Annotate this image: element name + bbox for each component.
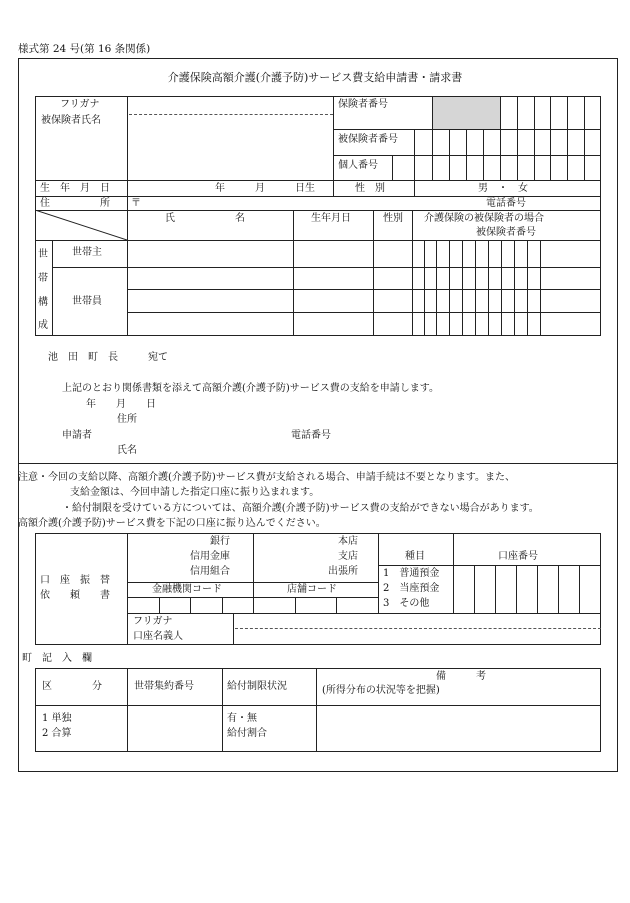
holder-name-label: 口座名義人 bbox=[133, 631, 183, 642]
sex-options: 男 ・ 女 bbox=[478, 183, 528, 194]
holder-furigana-label: フリガナ bbox=[133, 616, 173, 627]
note-2: ・給付制限を受けている方については、高額介護(介護予防)サービス費の支給ができない場合があります。 bbox=[62, 503, 539, 514]
insured-name-label: 被保険者氏名 bbox=[41, 115, 101, 126]
household-side-char: 帯 bbox=[38, 273, 48, 284]
application-date: 年 月 日 bbox=[86, 399, 156, 410]
applicant-address-label: 住所 bbox=[117, 414, 137, 425]
household-col-insured-2: 被保険者番号 bbox=[476, 227, 536, 238]
institution-code-label: 金融機関コード bbox=[152, 584, 222, 595]
household-side-char: 世 bbox=[38, 249, 48, 260]
town-col-remarks: 備 考 bbox=[436, 671, 486, 682]
household-col-name: 氏 名 bbox=[165, 213, 245, 224]
application-statement: 上記のとおり関係書類を添えて高額介護(介護予防)サービス費の支給を申請します。 bbox=[62, 383, 440, 394]
household-side-char: 成 bbox=[38, 320, 48, 331]
birthdate-format: 年 月 日生 bbox=[215, 183, 315, 194]
bank-type: 信用組合 bbox=[190, 566, 230, 577]
town-remarks-note: (所得分布の状況等を把握) bbox=[322, 685, 440, 696]
town-col-category: 区 分 bbox=[42, 681, 102, 692]
address-label: 住 所 bbox=[40, 198, 110, 209]
household-member-label: 世帯員 bbox=[72, 296, 102, 307]
applicant-name-label: 氏名 bbox=[117, 445, 137, 456]
furigana-label: フリガナ bbox=[60, 99, 100, 110]
town-section-title: 町 記 入 欄 bbox=[22, 653, 92, 664]
diagonal-line bbox=[35, 210, 127, 240]
form-title: 介護保険高額介護(介護予防)サービス費支給申請書・請求書 bbox=[167, 71, 463, 84]
account-type-option: 2 当座預金 bbox=[383, 583, 440, 594]
form-number: 様式第 24 号(第 16 条関係) bbox=[18, 43, 151, 55]
sex-label: 性 別 bbox=[355, 183, 385, 194]
personal-number-label: 個人番号 bbox=[338, 160, 378, 171]
account-type-label: 種目 bbox=[405, 551, 425, 562]
bank-request-label-2: 依 頼 書 bbox=[40, 590, 110, 601]
insured-number-label: 被保険者番号 bbox=[338, 134, 398, 145]
account-type-option: 3 その他 bbox=[383, 598, 430, 609]
addressee: 池 田 町 長 宛て bbox=[48, 352, 168, 363]
town-col-household-number: 世帯集約番号 bbox=[134, 681, 194, 692]
phone-label: 電話番号 bbox=[486, 198, 526, 209]
applicant-label: 申請者 bbox=[62, 430, 92, 441]
town-restriction-ratio: 給付割合 bbox=[227, 728, 267, 739]
household-col-sex: 性別 bbox=[383, 213, 403, 224]
note-1: 注意・今回の支給以降、高額介護(介護予防)サービス費が支給される場合、申請手続は不要となります。また、 bbox=[18, 472, 516, 483]
household-side-char: 構 bbox=[38, 297, 48, 308]
household-head-label: 世帯主 bbox=[72, 247, 102, 258]
bank-request-label-1: 口 座 振 替 bbox=[40, 575, 110, 586]
town-restriction-option: 有・無 bbox=[227, 713, 257, 724]
bank-type: 信用金庫 bbox=[190, 551, 230, 562]
account-number-label: 口座番号 bbox=[498, 551, 538, 562]
branch-type: 本店 bbox=[338, 536, 358, 547]
applicant-phone-label: 電話番号 bbox=[291, 430, 331, 441]
branch-type: 支店 bbox=[338, 551, 358, 562]
postal-mark: 〒 bbox=[131, 198, 141, 209]
household-col-birthdate: 生年月日 bbox=[311, 213, 351, 224]
household-col-insured-1: 介護保険の被保険者の場合 bbox=[424, 213, 544, 224]
birthdate-label: 生 年 月 日 bbox=[40, 183, 110, 194]
insurer-number-label: 保険者番号 bbox=[338, 99, 388, 110]
branch-code-label: 店舗コード bbox=[287, 584, 337, 595]
town-section-table bbox=[35, 668, 601, 752]
town-category-option: 1 単独 bbox=[42, 713, 72, 724]
branch-type: 出張所 bbox=[328, 566, 358, 577]
bank-type: 銀行 bbox=[210, 536, 230, 547]
insurer-number-shaded bbox=[433, 97, 500, 129]
town-category-option: 2 合算 bbox=[42, 728, 72, 739]
town-col-restriction: 給付制限状況 bbox=[227, 681, 287, 692]
transfer-intro: 高額介護(介護予防)サービス費を下記の口座に振り込んでください。 bbox=[18, 518, 326, 529]
account-type-option: 1 普通預金 bbox=[383, 568, 440, 579]
note-1-cont: 支給金額は、今回申請した指定口座に振り込まれます。 bbox=[70, 487, 320, 498]
